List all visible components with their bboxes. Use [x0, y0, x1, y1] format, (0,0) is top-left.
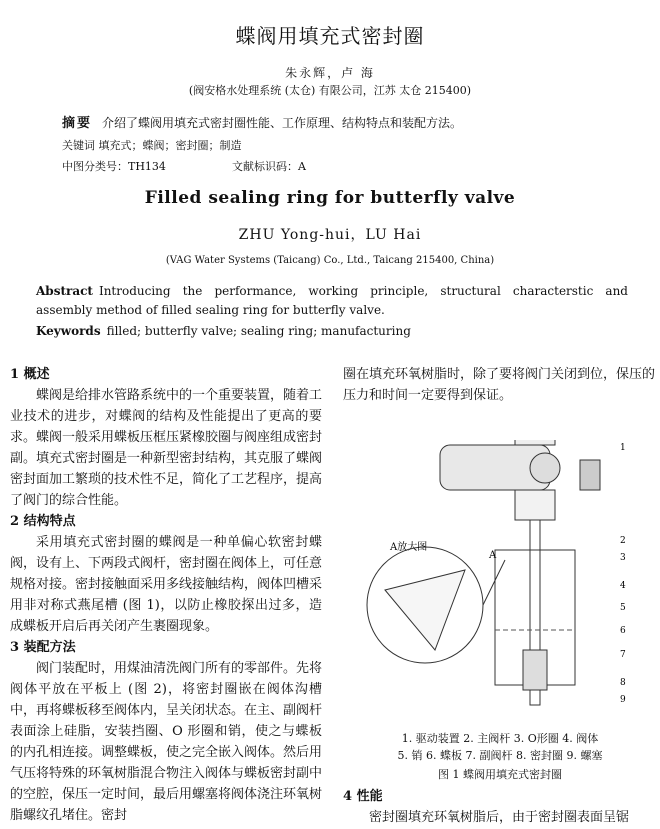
title-en: Filled sealing ring for butterfly valve: [144, 188, 516, 208]
classification: [62, 158, 622, 174]
right-column-bottom: [343, 786, 655, 828]
callout-7: 7: [620, 650, 626, 660]
doc-code: 文献标识码：A: [232, 160, 306, 173]
lower-stem-housing: [523, 650, 547, 690]
figure-legend: [345, 730, 655, 764]
callout-1: 1: [620, 443, 626, 453]
section-4-heading: 4 性能: [343, 789, 383, 804]
keywords-en-label: Keywords: [36, 324, 101, 338]
keywords-en-text: filled; butterfly valve; sealing ring; manufacturing: [106, 324, 411, 338]
section-2-heading: 2 结构特点: [10, 514, 76, 529]
abstract-cn-text: 介绍了蝶阀用填充式密封圈性能、工作原理、结构特点和装配方法。: [102, 116, 463, 130]
abstract-en-label: Abstract: [36, 284, 93, 298]
figure-caption: 图 1 蝶阀用填充式密封圈: [438, 768, 562, 781]
abstract-cn: [62, 114, 622, 133]
section-1-heading: 1 概述: [10, 367, 50, 382]
legend-line-2: 5. 销 6. 蝶板 7. 副阀杆 8. 密封圈 9. 螺塞: [397, 749, 603, 762]
paper-title: 蝶阀用填充式密封圈: [235, 24, 425, 48]
affiliation: (阀安格水处理系统 (太仓) 有限公司，江苏 太仓 215400): [188, 84, 472, 97]
callout-numbers: [620, 443, 626, 705]
actuator-hub: [530, 453, 560, 483]
actuator-top: [515, 440, 555, 445]
section-4-paragraph: 密封圈填充环氧树脂后，由于密封圈表面呈锯: [369, 810, 630, 825]
clc-number: 中图分类号：TH134: [62, 160, 166, 173]
section-3-heading: 3 装配方法: [10, 640, 76, 655]
abstract-en: [36, 282, 628, 320]
callout-2: 2: [620, 536, 626, 546]
inset-label: A放大图: [390, 542, 428, 553]
abstract-en-text: Introducing the performance, working principle, structural characterstic and assembly method of filled sealing ring for butterfly valve.: [36, 284, 628, 317]
leader-line: [483, 560, 505, 605]
callout-8: 8: [620, 678, 626, 688]
handwheel-icon: [580, 460, 600, 490]
keywords-en: [36, 324, 628, 338]
left-column: [10, 364, 322, 826]
callout-9: 9: [620, 695, 626, 705]
authors-en: ZHU Yong-hui，LU Hai: [238, 227, 422, 243]
callout-6: 6: [620, 626, 626, 636]
section-2-paragraph: 采用填充式密封圈的蝶阀是一种单偏心软密封蝶阀，设有上、下两段式阀杆，密封圈在阀体上，可任意规格对接。密封接触面采用多线接触结构，阀体凹槽采用非对称式燕尾槽 (图 1)，以防止橡胶探出过多，造成蝶板开启后再关闭产生裹圈现象。: [10, 535, 323, 634]
abstract-cn-label: 摘要: [62, 116, 93, 131]
section-1-paragraph: 蝶阀是给排水管路系统中的一个重要装置，随着工业技术的进步，对蝶阀的结构及性能提出了更高的要求。蝶阀一般采用蝶板压框压紧橡胶圈与阀座组成密封副。填充式密封圈是一种新型密封结构，其克服了蝶阀密封面加工繁琐的技术性不足，简化了工艺程序，提高了阀门的综合性能。: [10, 388, 323, 508]
marker-a: A: [489, 550, 497, 561]
legend-line-1: 1. 驱动装置 2. 主阀杆 3. O形圈 4. 阀体: [401, 732, 599, 745]
section-3-paragraph: 阀门装配时，用煤油清洗阀门所有的零部件。先将阀体平放在平板上 (图 2)，将密封圈嵌在阀体沟槽中，再将蝶板移至阀体内，呈关闭状态。在主、副阀杆表面涂上硅脂，安装挡圈、O 形圈和销，使之与蝶板的内孔相连接。调整蝶板，使之完全嵌入阀体。然后用气压将特殊的环氧树脂混合物注入阀体与蝶板密封副中的空腔，保压一定时间，最后用螺塞将阀体浇注环氧树脂螺纹孔堵住。密封: [10, 661, 323, 823]
keywords-cn: 关键词 填充式；蝶阀；密封圈；制造: [62, 139, 242, 152]
valve-drawing: [365, 440, 655, 730]
right-column-top: [343, 364, 655, 406]
callout-5: 5: [620, 603, 626, 613]
authors: 朱永辉，卢 海: [285, 66, 375, 80]
callout-3: 3: [620, 553, 626, 563]
actuator-bracket: [515, 490, 555, 520]
callout-4: 4: [620, 581, 626, 591]
section-3-continued: 圈在填充环氧树脂时，除了要将阀门关闭到位，保压的压力和时间一定要得到保证。: [343, 367, 656, 403]
figure-1: [365, 440, 655, 740]
affiliation-en: (VAG Water Systems (Taicang) Co., Ltd., Taicang 215400, China): [165, 255, 495, 266]
